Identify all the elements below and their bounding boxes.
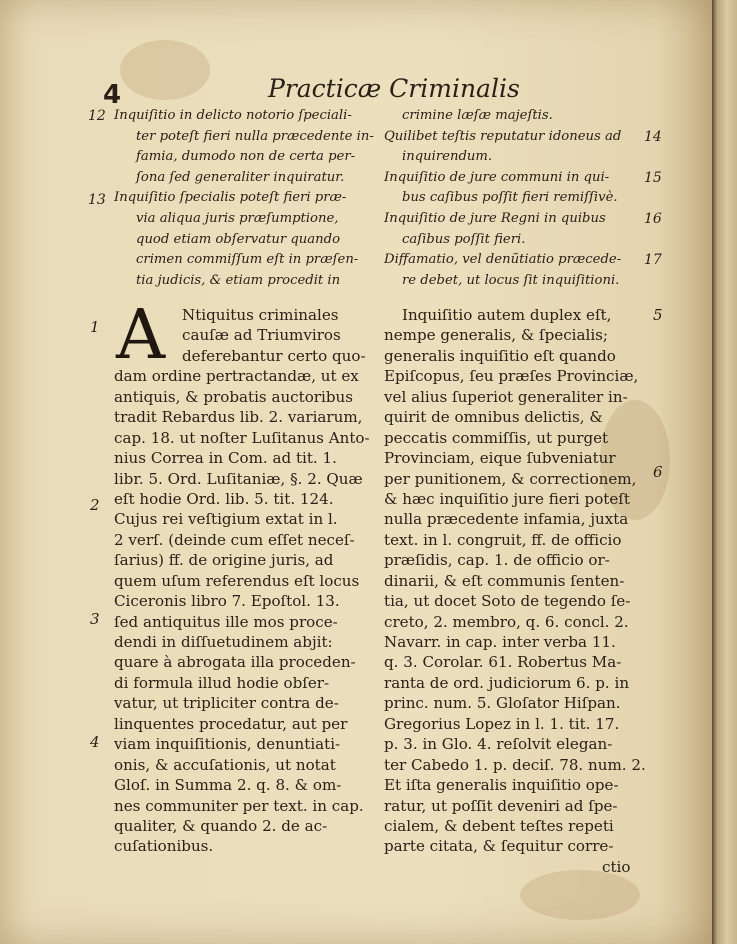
summary-left bbox=[114, 106, 374, 291]
summary-line: ſona ſed generaliter inquiratur. bbox=[136, 169, 345, 185]
summary-line: Inquiſitio in delicto notorio ſpeciali- bbox=[114, 108, 352, 123]
text-line: qualiter, & quando 2. de ac- bbox=[114, 816, 328, 835]
text-line: tradit Rebardus lib. 2. variarum, bbox=[114, 408, 363, 427]
summary-number: 12 bbox=[88, 108, 106, 124]
text-line: Navarr. in cap. inter verba 11. bbox=[384, 633, 616, 651]
summary-line: Diffamatio, vel denũtiatio præcede- bbox=[384, 252, 622, 268]
paper-stain bbox=[520, 870, 640, 920]
text-line: cauſæ ad Triumviros bbox=[182, 326, 341, 345]
summary-line: via aliqua juris præſumptione, bbox=[136, 210, 339, 226]
text-line: antiquis, & probatis auctoribus bbox=[114, 387, 353, 406]
summary-line: Inquiſitio de jure communi in qui- bbox=[384, 169, 610, 185]
text-line: dendi in diſſuetudinem abjit: bbox=[114, 633, 333, 651]
text-line: Inquiſitio autem duplex eſt, bbox=[402, 306, 612, 324]
drop-cap: A bbox=[116, 296, 166, 375]
paper-stain bbox=[120, 40, 210, 100]
text-line: viam inquiſitionis, denuntiati- bbox=[114, 735, 341, 754]
summary-number: 16 bbox=[644, 211, 662, 227]
summary-number: 13 bbox=[88, 192, 106, 208]
text-line: quem uſum referendus eſt locus bbox=[114, 571, 360, 590]
margin-number: 2 bbox=[90, 496, 100, 514]
text-line: Gregorius Lopez in l. 1. tit. 17. bbox=[384, 714, 620, 733]
text-line: parte citata, & ſequitur corre- bbox=[384, 837, 614, 856]
summary-line: ter poteſt fieri nulla præcedente in- bbox=[136, 128, 374, 144]
text-line: eſt hodie Ord. lib. 5. tit. 124. bbox=[114, 489, 334, 508]
text-line: Gloſ. in Summa 2. q. 8. & om- bbox=[114, 776, 342, 795]
margin-number: 1 bbox=[90, 318, 100, 336]
body-right-column bbox=[384, 305, 646, 877]
text-line: onis, & accuſationis, ut notat bbox=[114, 755, 336, 774]
margin-number: 4 bbox=[90, 733, 100, 751]
text-line: q. 3. Corolar. 61. Robertus Ma- bbox=[384, 653, 622, 672]
text-line: cuſationibus. bbox=[114, 837, 214, 856]
margin-number: 5 bbox=[653, 306, 663, 324]
text-line: tia, ut docet Soto de tegendo ſe- bbox=[384, 592, 631, 611]
summary-number: 14 bbox=[644, 129, 662, 145]
text-line: vatur, ut tripliciter contra de- bbox=[114, 694, 339, 713]
summary-line: re debet, ut locus ſit inquiſitioni. bbox=[402, 272, 620, 288]
text-line: text. in l. congruit, ff. de officio bbox=[384, 530, 622, 549]
text-line: ter Cabedo 1. p. deciſ. 78. num. 2. bbox=[384, 755, 646, 774]
text-line: ſarius) ff. de origine juris, ad bbox=[114, 551, 334, 570]
summary-line: inquirendum. bbox=[402, 149, 493, 165]
text-line: dam ordine pertractandæ, ut ex bbox=[114, 367, 359, 386]
text-line: Et iſta generalis inquiſitio ope- bbox=[384, 776, 619, 795]
text-line: dinarii, & eſt communis ſenten- bbox=[384, 571, 625, 590]
text-line: ranta de ord. judiciorum 6. p. in bbox=[384, 673, 630, 692]
summary-line: caſibus poſſit fieri. bbox=[402, 231, 526, 247]
margin-number: 3 bbox=[90, 610, 100, 628]
text-line: vel alius ſuperiot generaliter in- bbox=[384, 387, 628, 406]
text-line: & hæc inquiſitio jure fieri poteſt bbox=[384, 489, 630, 508]
text-line: libr. 5. Ord. Luſitaniæ, §. 2. Quæ bbox=[114, 469, 363, 488]
text-line: Ciceronis libro 7. Epoſtol. 13. bbox=[114, 592, 340, 611]
text-line: nius Correa in Com. ad tit. 1. bbox=[114, 449, 337, 468]
text-line: princ. num. 5. Gloſator Hiſpan. bbox=[384, 694, 621, 713]
text-line: nempe generalis, & ſpecialis; bbox=[384, 326, 608, 345]
text-line: nes communiter per text. in cap. bbox=[114, 796, 364, 815]
text-line: Epiſcopus, ſeu præſes Provinciæ, bbox=[384, 367, 639, 386]
page-number: 4 bbox=[103, 80, 122, 110]
summary-number: 17 bbox=[644, 252, 662, 268]
summary-line: crimine læſæ majeſtis. bbox=[402, 108, 553, 123]
text-line: nulla præcedente infamia, juxta bbox=[384, 510, 629, 529]
margin-number: 6 bbox=[653, 463, 663, 481]
next-page-edge bbox=[712, 0, 737, 944]
text-line: cap. 18. ut noſter Luſitanus Anto- bbox=[114, 428, 370, 447]
text-line: ſed antiquitus ille mos proce- bbox=[114, 612, 338, 631]
text-line: per punitionem, & correctionem, bbox=[384, 469, 637, 488]
text-line: Cujus rei veſtigium extat in l. bbox=[114, 510, 338, 529]
summary-line: bus caſibus poſſit fieri remiſſivè. bbox=[402, 190, 618, 206]
text-line: quare à abrogata illa proceden- bbox=[114, 653, 356, 672]
text-line: generalis inquiſitio eſt quando bbox=[384, 346, 616, 365]
text-line: ratur, ut poſſit deveniri ad ſpe- bbox=[384, 796, 618, 815]
text-line: cialem, & debent teſtes repeti bbox=[384, 816, 614, 835]
summary-line: famia, dumodo non de certa per- bbox=[136, 149, 356, 165]
running-title: Practicæ Criminalis bbox=[268, 74, 520, 103]
text-line: Ntiquitus criminales bbox=[182, 306, 339, 324]
text-line: 2 verſ. (deinde cum eſſet neceſ- bbox=[114, 530, 355, 549]
text-line: di formula illud hodie obſer- bbox=[114, 673, 330, 692]
summary-line: Quilibet teſtis reputatur idoneus ad bbox=[384, 128, 622, 144]
text-line: linquentes procedatur, aut per bbox=[114, 714, 348, 733]
text-line: p. 3. in Glo. 4. reſolvit elegan- bbox=[384, 735, 613, 754]
summary-right bbox=[384, 106, 621, 291]
summary-number: 15 bbox=[644, 170, 662, 186]
text-line: creto, 2. membro, q. 6. concl. 2. bbox=[384, 612, 629, 631]
summary-line: Inquiſitio ſpecialis poteſt fieri præ- bbox=[114, 190, 347, 206]
summary-line: quod etiam obſervatur quando bbox=[136, 231, 341, 247]
text-line: præſidis, cap. 1. de officio or- bbox=[384, 551, 610, 570]
summary-line: crimen commiſſum eſt in præſen- bbox=[136, 252, 359, 268]
summary-line: Inquiſitio de jure Regni in quibus bbox=[384, 210, 606, 226]
text-line: deferebantur certo quo- bbox=[182, 346, 366, 365]
summary-line: tia judicis, & etiam procedit in bbox=[136, 272, 341, 288]
text-line: quirit de omnibus delictis, & bbox=[384, 408, 603, 427]
text-line: Provinciam, eique ſubveniatur bbox=[384, 449, 616, 468]
text-line: ctio bbox=[602, 857, 631, 876]
body-left-column bbox=[114, 296, 372, 857]
text-line: peccatis commiſſis, ut purget bbox=[384, 428, 609, 447]
